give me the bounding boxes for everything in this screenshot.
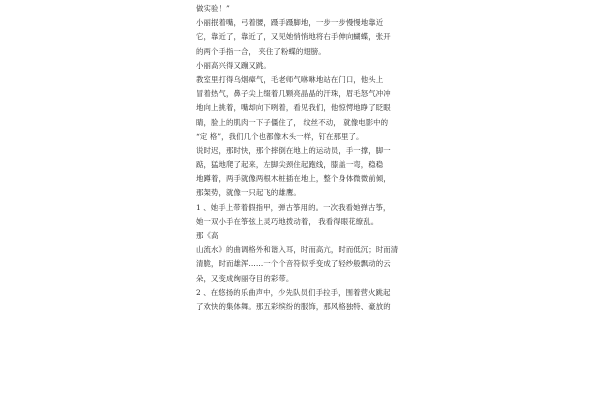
text-line: 踮，猛地爬了起来，左脚尖颈住起跑线，膝盖一弯，稳稳 (196, 160, 384, 170)
text-line: 做实验！” (196, 4, 230, 13)
text-line: “定 格”，我们几个也都像木头一样，钉在那里了。 (196, 131, 364, 141)
text-line: 地向上挑着，嘴却向下咧着，看见我们，他惊愕地睁了眨眼 (196, 103, 391, 113)
text-line: 那架势，就像一只起飞的雄鹰。 (196, 188, 301, 198)
text-line: 了欢快的集体舞。那五彩缤纷的服饰，那风格独特、豪放的 (196, 301, 391, 311)
text-line: 教室里打得乌烟瘴气，毛老师气咻咻地站在门口，他头上 (196, 74, 384, 84)
document-text-column (196, 2, 408, 314)
text-line: 地蹲着，两手就像两根木桩插在地上，整个身体微微前倾， (196, 174, 391, 184)
text-line: 的两个手指一合， 夹住了粉蝶的翅膀。 (196, 46, 326, 56)
text-line: 冒着热气，鼻子尖上缀着几颗亮晶晶的汗珠，眉毛怒气冲冲 (196, 89, 391, 99)
text-line: 小丽抿着嘴，弓着腰，蹑手蹑脚地，一步一步慢慢地靠近 (196, 18, 384, 28)
text-line: 它，靠近了，靠近了，又见她悄悄地将右手伸向蝴蝶，张开 (196, 32, 391, 42)
text-line: 2 、在悠扬的乐曲声中，少先队员们手拉手，围着营火跳起 (196, 287, 391, 297)
text-line: 说时迟，那时快，那个摔倒在地上的运动员，手一撑，脚一 (196, 145, 391, 155)
text-line: 朵，又变成绚丽夺目的彩带。 (196, 273, 294, 283)
text-line: 1 、她手上带着假指甲，弹古筝用的。一次我看她弹古筝， (196, 202, 391, 212)
text-line: 清脆，时而雄浑……一个个音符似乎变成了轻纱般飘动的云 (196, 259, 391, 269)
text-line: 睛，脸上的肌肉一下子僵住了， 纹丝不动， 就像电影中的 (196, 117, 389, 127)
text-line: 山流水》的曲调格外和谐入耳，时而高亢，时而低沉；时而清 (196, 245, 399, 255)
text-line: 小丽高兴得又蹦又跳。 (196, 60, 271, 70)
text-line: 那《高 (196, 231, 219, 240)
text-line: 她一双小手在筝弦上灵巧地拨动着， 我看得眼花缭乱。 (196, 216, 379, 226)
